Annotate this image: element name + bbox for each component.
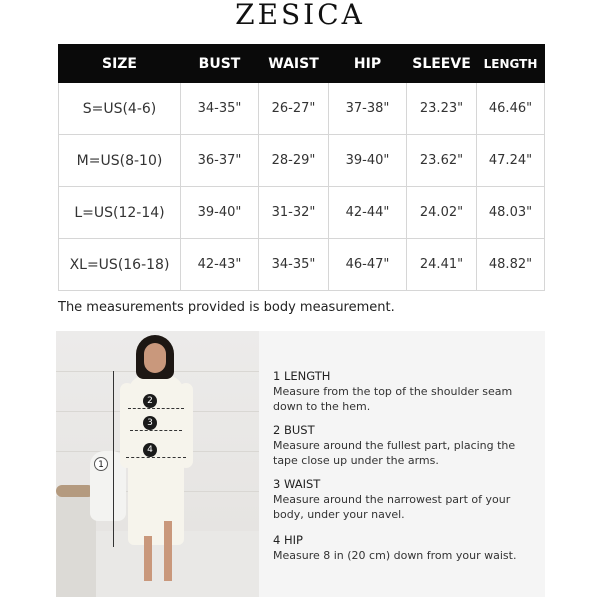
guide-text: Measure from the top of the shoulder seam down to the hem. (273, 385, 513, 413)
hip-marker-badge: 4 (143, 443, 157, 457)
guide-text: Measure 8 in (20 cm) down from your waist. (273, 549, 517, 562)
bust-tape-line (128, 408, 184, 409)
measurement-guide-panel (259, 331, 545, 597)
length-cell: 48.03" (477, 187, 545, 239)
header-size: SIZE (59, 45, 181, 83)
waist-cell: 26-27" (259, 83, 329, 135)
sleeve-cell: 23.62" (407, 135, 477, 187)
table-row (59, 83, 545, 135)
model-leg-left (144, 536, 152, 581)
header-hip: HIP (329, 45, 407, 83)
model-photo (56, 331, 259, 597)
guide-title: 2 BUST (273, 423, 315, 437)
hip-tape-line (126, 457, 186, 458)
table-row (59, 239, 545, 291)
size-chart-table (58, 44, 545, 291)
hip-cell: 46-47" (329, 239, 407, 291)
length-measure-line (113, 371, 114, 547)
table-row (59, 135, 545, 187)
guide-item-bust (273, 423, 537, 468)
length-cell: 48.82" (477, 239, 545, 291)
header-waist: WAIST (259, 45, 329, 83)
sleeve-cell: 23.23" (407, 83, 477, 135)
guide-title: 3 WAIST (273, 477, 321, 491)
waist-cell: 28-29" (259, 135, 329, 187)
size-cell: S=US(4-6) (59, 83, 181, 135)
waist-cell: 31-32" (259, 187, 329, 239)
sleeve-cell: 24.41" (407, 239, 477, 291)
guide-item-hip (273, 533, 537, 563)
guide-text: Measure around the narrowest part of your body, under your navel. (273, 493, 511, 521)
length-cell: 46.46" (477, 83, 545, 135)
guide-title: 4 HIP (273, 533, 303, 547)
waist-tape-line (130, 430, 182, 431)
guide-title: 1 LENGTH (273, 369, 331, 383)
brand-logo: ZESICA (235, 0, 365, 31)
length-cell: 47.24" (477, 135, 545, 187)
table-row (59, 187, 545, 239)
model-leg-right (164, 521, 172, 581)
model-face (144, 343, 166, 373)
table-header-row (59, 45, 545, 83)
sleeve-cell: 24.02" (407, 187, 477, 239)
bust-cell: 36-37" (181, 135, 259, 187)
size-cell: M=US(8-10) (59, 135, 181, 187)
guide-item-waist (273, 477, 537, 522)
hip-cell: 39-40" (329, 135, 407, 187)
bust-cell: 42-43" (181, 239, 259, 291)
size-cell: XL=US(16-18) (59, 239, 181, 291)
bust-cell: 39-40" (181, 187, 259, 239)
waist-marker-badge: 3 (143, 416, 157, 430)
header-sleeve: SLEEVE (407, 45, 477, 83)
bust-cell: 34-35" (181, 83, 259, 135)
guide-text: Measure around the fullest part, placing the tape close up under the arms. (273, 439, 516, 467)
header-bust: BUST (181, 45, 259, 83)
length-marker-badge: 1 (94, 457, 108, 471)
guide-item-length (273, 369, 537, 414)
decor-basket (56, 485, 94, 497)
waist-cell: 34-35" (259, 239, 329, 291)
hip-cell: 42-44" (329, 187, 407, 239)
header-length: LENGTH (477, 45, 545, 83)
measurement-note: The measurements provided is body measurement. (58, 300, 395, 315)
size-cell: L=US(12-14) (59, 187, 181, 239)
bust-marker-badge: 2 (143, 394, 157, 408)
hip-cell: 37-38" (329, 83, 407, 135)
